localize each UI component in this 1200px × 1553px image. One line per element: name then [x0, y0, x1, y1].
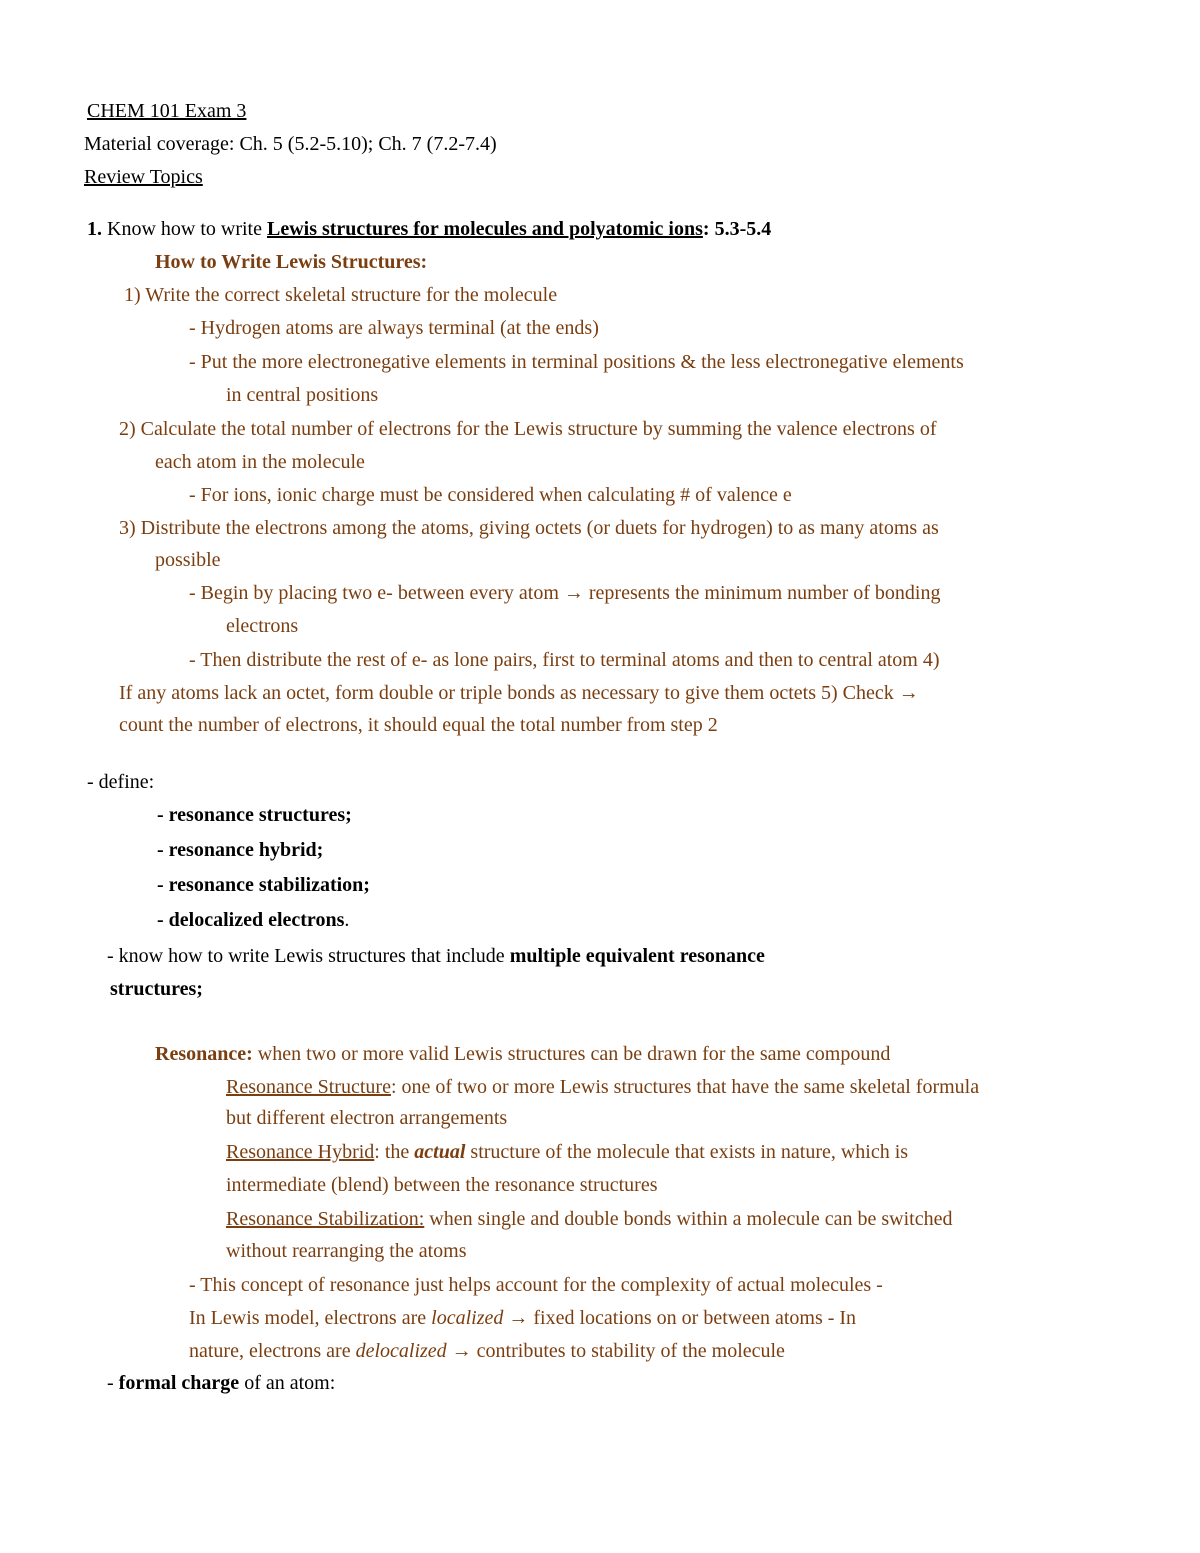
resonance-def: when two or more valid Lewis structures can be drawn for the same compound: [252, 1043, 891, 1065]
concept3-post: → contributes to stability of the molecule: [446, 1340, 785, 1362]
resonance-stabilization-term: Resonance Stabilization:: [226, 1208, 425, 1230]
lewis-step-line: 2) Calculate the total number of electrons for the Lewis structure by summing the valence electrons of: [119, 418, 937, 440]
define-item: - resonance hybrid;: [157, 839, 324, 861]
concept2-post: → fixed locations on or between atoms - In: [503, 1307, 857, 1329]
define-item: - resonance structures;: [157, 804, 352, 826]
formal-charge-line: [107, 1370, 335, 1396]
item-1: [87, 216, 771, 242]
item-1-number: 1.: [87, 218, 102, 240]
define-label: - define:: [87, 771, 155, 793]
resonance-concept-line-3: [189, 1338, 785, 1364]
resonance-hybrid-line: [226, 1139, 908, 1165]
resonance-hybrid-actual: actual: [414, 1141, 466, 1163]
lewis-step-line: - For ions, ionic charge must be considered when calculating # of valence e: [189, 484, 792, 506]
resonance-stabilization-line: [226, 1206, 952, 1232]
resonance-concept-line: - This concept of resonance just helps account for the complexity of actual molecules -: [189, 1274, 883, 1296]
resonance-structure-def-cont: but different electron arrangements: [226, 1107, 508, 1129]
define-item-last: [157, 907, 349, 933]
resonance-hybrid-pre: : the: [374, 1141, 415, 1163]
material-coverage: Material coverage: Ch. 5 (5.2-5.10); Ch. 7 (7.2-7.4): [84, 133, 497, 155]
lewis-step-line: - Put the more electronegative elements in terminal positions & the less electronegative elements: [189, 351, 964, 373]
review-topics-heading: Review Topics: [84, 166, 203, 188]
lewis-step-line: count the number of electrons, it should equal the total number from step 2: [119, 714, 718, 736]
resonance-hybrid-term: Resonance Hybrid: [226, 1141, 375, 1163]
define-item: - delocalized electrons: [157, 909, 345, 931]
resonance-concept-line-2: [189, 1305, 856, 1331]
formal-pre: -: [107, 1372, 119, 1394]
item-1-prefix: Know how to write: [102, 218, 267, 240]
know-prefix: - know how to write Lewis structures that include: [107, 945, 510, 967]
resonance-hybrid-def-cont: intermediate (blend) between the resonance structures: [226, 1174, 658, 1196]
resonance-structure-line: [226, 1074, 979, 1100]
lewis-step-line: electrons: [226, 615, 299, 637]
lewis-step-line: in central positions: [226, 384, 379, 406]
concept2-pre: In Lewis model, electrons are: [189, 1307, 432, 1329]
resonance-stabilization-def: when single and double bonds within a molecule can be switched: [424, 1208, 953, 1230]
define-item: - resonance stabilization;: [157, 874, 370, 896]
concept3-pre: nature, electrons are: [189, 1340, 356, 1362]
lewis-step-line: each atom in the molecule: [155, 451, 365, 473]
know-bold: multiple equivalent resonance: [509, 945, 765, 967]
lewis-step-line: - Hydrogen atoms are always terminal (at the ends): [189, 317, 599, 339]
resonance-hybrid-post: structure of the molecule that exists in nature, which is: [465, 1141, 909, 1163]
lewis-step-line: 1) Write the correct skeletal structure for the molecule: [124, 284, 558, 306]
concept2-localized: localized: [431, 1307, 504, 1329]
know-bold-cont: structures;: [110, 978, 203, 1000]
formal-charge-term: formal charge: [118, 1372, 240, 1394]
formal-post: of an atom:: [239, 1372, 336, 1394]
lewis-step-line: possible: [155, 549, 221, 571]
resonance-structure-term: Resonance Structure: [226, 1076, 391, 1098]
document-title: CHEM 101 Exam 3: [87, 100, 247, 122]
item-1-sections: : 5.3-5.4: [702, 218, 772, 240]
item-1-topic: Lewis structures for molecules and polyatomic ions: [266, 218, 703, 240]
resonance-definition: [155, 1041, 890, 1067]
lewis-step-line: If any atoms lack an octet, form double or triple bonds as necessary to give them octets 5) Check →: [119, 682, 919, 704]
know-resonance-line: [107, 943, 765, 969]
resonance-structure-def: : one of two or more Lewis structures that have the same skeletal formula: [390, 1076, 980, 1098]
define-period: .: [344, 909, 350, 931]
lewis-step-line: - Then distribute the rest of e- as lone pairs, first to terminal atoms and then to central atom 4): [189, 649, 940, 671]
lewis-steps-heading: How to Write Lewis Structures:: [155, 251, 428, 273]
concept3-delocalized: delocalized: [355, 1340, 447, 1362]
resonance-stabilization-def-cont: without rearranging the atoms: [226, 1240, 467, 1262]
resonance-term: Resonance:: [155, 1043, 253, 1065]
lewis-step-line: - Begin by placing two e- between every atom → represents the minimum number of bonding: [189, 582, 941, 604]
lewis-step-line: 3) Distribute the electrons among the atoms, giving octets (or duets for hydrogen) to as many atoms as: [119, 517, 939, 539]
